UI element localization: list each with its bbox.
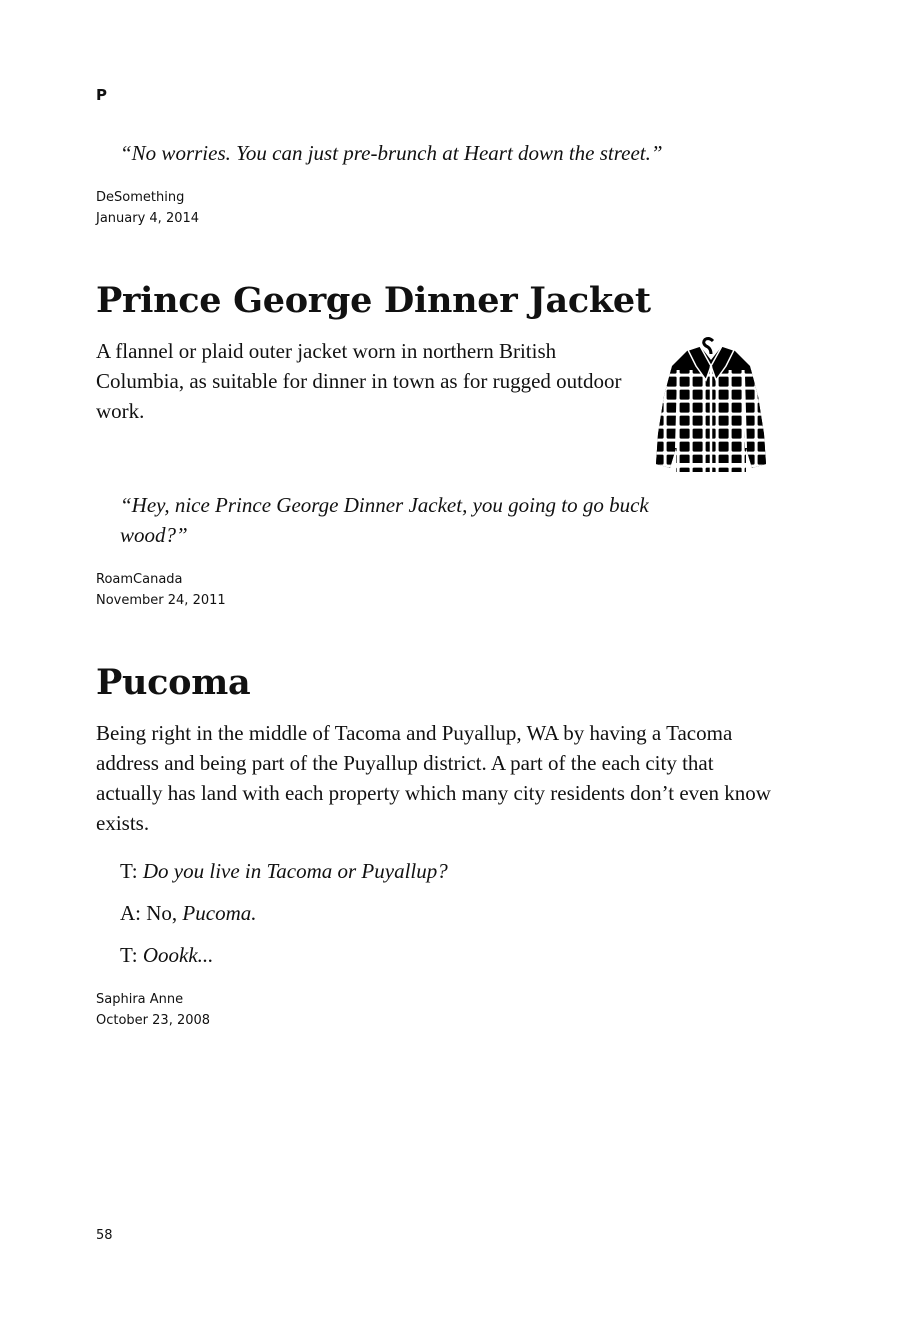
dialogue-speaker: T:: [120, 859, 138, 883]
plaid-jacket-icon: [652, 336, 770, 476]
entry-definition: A flannel or plaid outer jacket worn in northern British Columbia, as suitable for dinner in town as for rugged outdoor work.: [96, 339, 622, 423]
section-letter: P: [96, 86, 107, 104]
page-number: 58: [96, 1228, 113, 1243]
dialogue-text-plain: No,: [146, 901, 178, 925]
dialogue-text: Do you live in Tacoma or Puyallup?: [142, 859, 448, 883]
quote-author: RoamCanada: [96, 572, 183, 587]
quote-date: January 4, 2014: [96, 211, 200, 226]
quote-date: October 23, 2008: [96, 1013, 211, 1028]
quote-author: DeSomething: [96, 190, 185, 205]
quote-date: November 24, 2011: [96, 593, 226, 608]
dialogue-line: [120, 856, 448, 886]
example-quote: “No worries. You can just pre-brunch at Heart down the street.”: [120, 141, 663, 165]
entry-title: Prince George Dinner Jacket: [96, 280, 651, 321]
dialogue-speaker: T:: [120, 943, 138, 967]
dialogue-text: Oookk...: [142, 943, 214, 967]
quote-author: Saphira Anne: [96, 992, 184, 1007]
dialogue-text: Pucoma.: [182, 901, 257, 925]
example-quote: “Hey, nice Prince George Dinner Jacket, you going to go buck wood?”: [120, 493, 649, 547]
dialogue-speaker: A:: [120, 901, 141, 925]
entry-title: Pucoma: [96, 662, 251, 703]
dialogue-line: [120, 898, 257, 928]
dialogue-line: [120, 940, 213, 970]
entry-definition: Being right in the middle of Tacoma and Puyallup, WA by having a Tacoma address and being part of the Puyallup district. A part of the each city that actually has land with each property which many city residents don’t even know exists.: [96, 721, 771, 835]
